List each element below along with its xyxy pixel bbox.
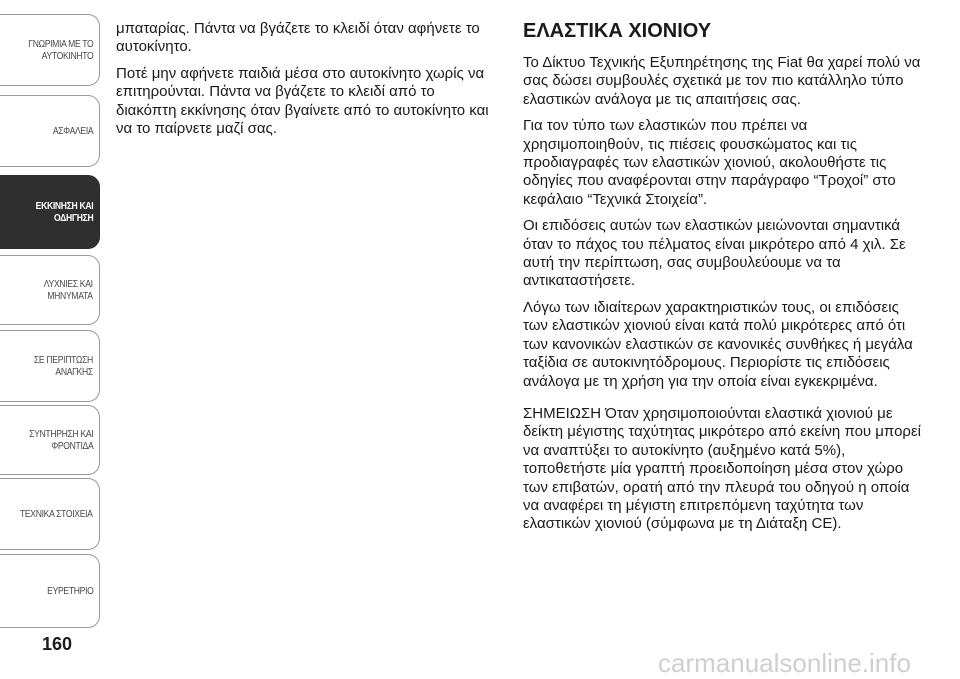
paragraph: Λόγω των ιδιαίτερων χαρακτηριστικών τους, οι επιδόσεις των ελαστικών χιονιού είναι κατά πολύ μικρότερες από ότι των κανονικών ελαστικών σε κανονικές συνθήκες ή μεγάλα ταξίδια σε αυτοκινητόδρομους. Περιορίστε τις επιδόσεις ανάλογα με τη χρήση για την οποία είναι εγκεκριμένα. [523,298,913,390]
paragraph: Το Δίκτυο Τεχνικής Εξυπηρέτησης της Fiat θα χαρεί πολύ να σας δώσει συμβουλές σχετικά με τον πιο κατάλληλο τύπο ελαστικών ανάλογα με τις απαιτήσεις σας. [523,54,921,108]
tab-starting-driving[interactable] [0,175,100,249]
paragraph: μπαταρίας. Πάντα να βγάζετε το κλειδί όταν αφήνετε το αυτοκίνητο. [116,20,480,56]
page-number: 160 [42,634,73,654]
paragraph: Οι επιδόσεις αυτών των ελαστικών μειώνονται σημαντικά όταν το πάχος του πέλματος είναι μικρότερο από 4 χιλ. Σε αυτή την περίπτωση, σας συμβουλεύουμε να τα αντικαταστήσετε. [523,217,906,290]
right-column [523,20,923,542]
paragraph: Ποτέ μην αφήνετε παιδιά μέσα στο αυτοκίνητο χωρίς να επιτηρούνται. Πάντα να βγάζετε το κλειδί από το διακόπτη εκκίνησης όταν βγαίνετε από το αυτοκίνητο και να το παίρνετε μαζί σας. [116,64,489,138]
note-paragraph: ΣΗΜΕΙΩΣΗ Όταν χρησιμοποιούνται ελαστικά χιονιού με δείκτη μέγιστης ταχύτητας μικρότερο από εκείνη που μπορεί να αναπτύξει το αυτοκίνητο (αυξημένο κατά 5%), τοποθετήστε μία γραπτή προειδοποίηση μέσα στον χώρο των επιβατών, ορατή από την πλευρά του οδηγού η οποία να αναφέρει τη μέγιστη επιτρεπόμενη ταχύτητα των ελαστικών χιονιού (σύμφωνα με τη Διάταξη CE). [523,404,921,533]
tab-label: ΤΕΧΝΙΚΑ ΣΤΟΙΧΕΙΑ [20,508,93,520]
tab-maintenance[interactable] [0,405,100,475]
section-title: ΕΛΑΣΤΙΚΑ ΧΙΟΝΙΟΥ [523,20,712,42]
tab-lights-messages[interactable] [0,255,100,325]
watermark: carmanualsonline.info [658,648,911,678]
tab-index[interactable] [0,554,100,628]
tab-technical-specs[interactable] [0,478,100,550]
tab-label: ΕΚΚΙΝΗΣΗ ΚΑΙ ΟΔΗΓΗΣΗ [35,200,93,224]
tab-safety[interactable] [0,95,100,167]
tab-label: ΕΥΡΕΤΗΡΙΟ [46,585,93,597]
tab-label: ΑΣΦΑΛΕΙΑ [52,125,93,137]
tab-label: ΣΥΝΤΗΡΗΣΗ ΚΑΙ ΦΡΟΝΤΙΔΑ [28,428,93,452]
tab-label: ΛΥΧΝΙΕΣ ΚΑΙ ΜΗΝΥΜΑΤΑ [44,278,93,302]
tab-label: ΓΝΩΡΙΜΙΑ ΜΕ ΤΟ ΑΥΤΟΚΙΝΗΤΟ [27,38,93,62]
left-column [116,20,496,146]
paragraph: Για τον τύπο των ελαστικών που πρέπει να χρησιμοποιηθούν, τις πιέσεις φουσκώματος και τις προδιαγραφές των ελαστικών χιονιού, ακολουθήστε τις οδηγίες που αναφέρονται στην παράγραφο “Τροχοί” στο κεφάλαιο “Τεχνικά Στοιχεία”. [523,117,896,208]
tab-getting-to-know[interactable] [0,14,100,86]
tab-emergency[interactable] [0,330,100,402]
tab-label: ΣΕ ΠΕΡΙΠΤΩΣΗ ΑΝΑΓΚΗΣ [34,354,93,378]
chapter-sidebar [0,0,100,678]
